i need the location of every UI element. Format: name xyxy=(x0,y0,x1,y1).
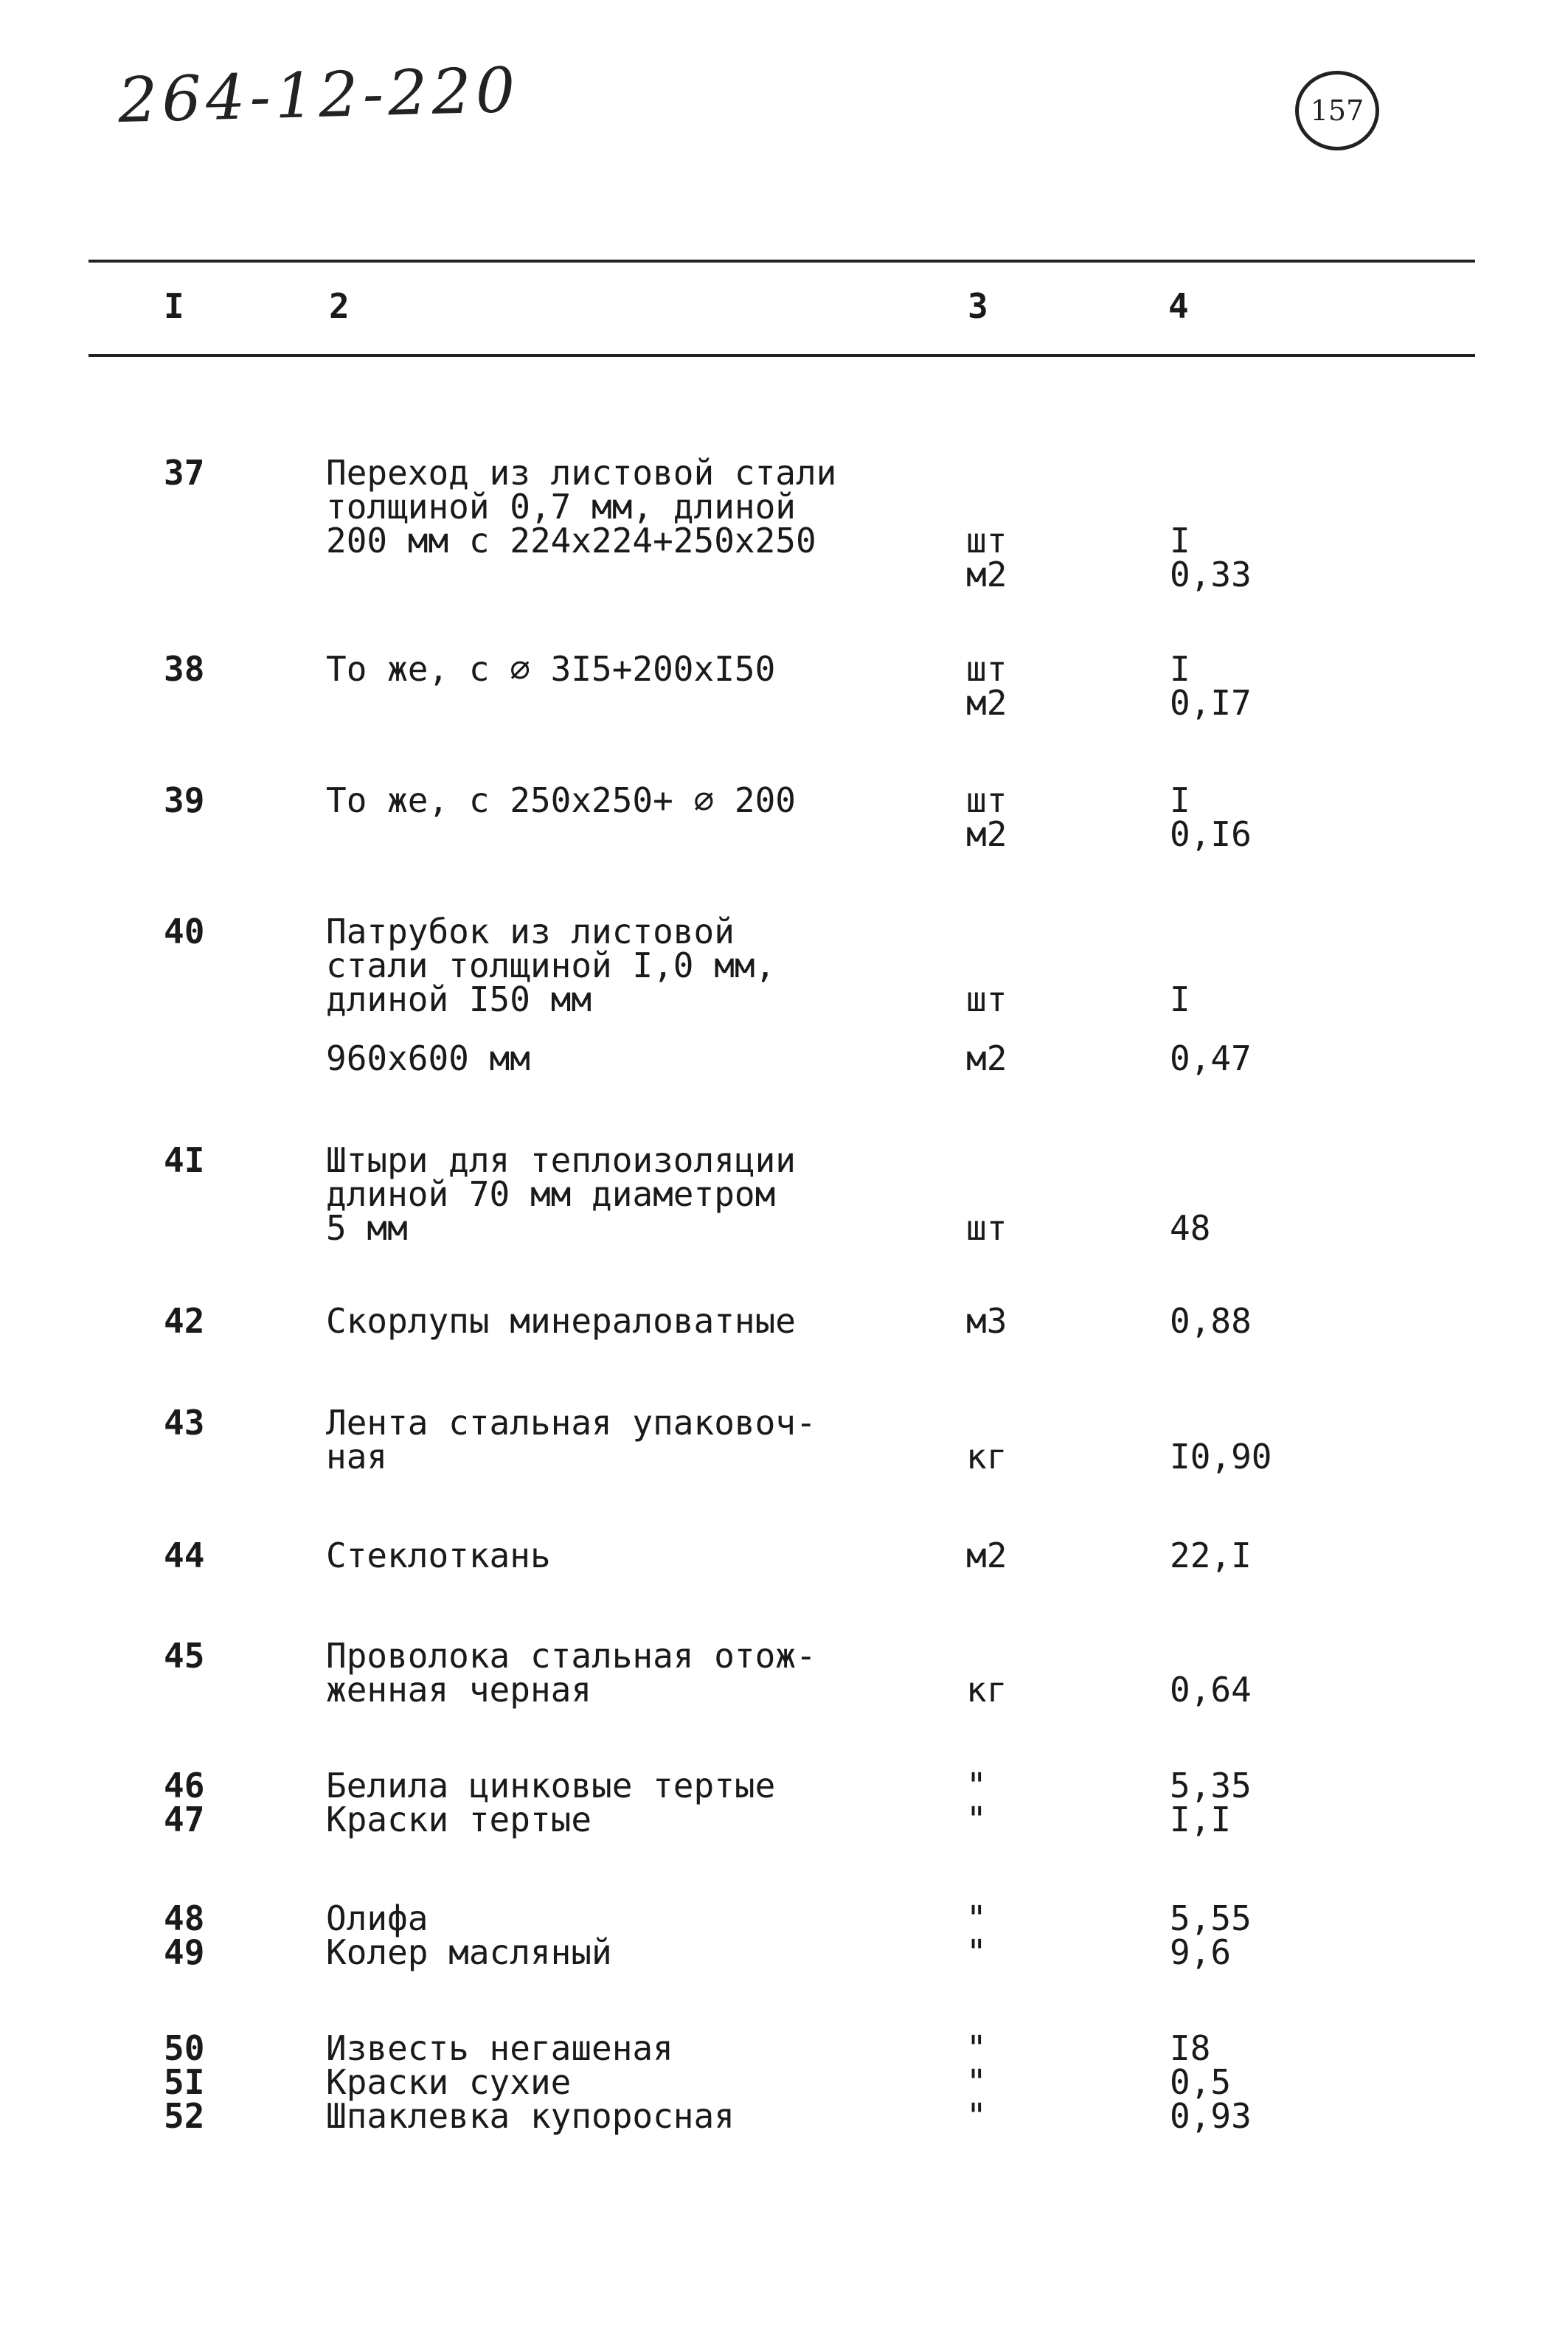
item-quantity-line: 0,88 xyxy=(1170,1301,1252,1341)
item-unit-line: м2 xyxy=(966,1536,1007,1575)
item-name xyxy=(326,1140,990,1248)
item-name-line: То же, с 250х250+ ∅ 200 xyxy=(326,780,796,820)
item-number-line: 46 xyxy=(164,1766,205,1805)
item-number-line: 5I xyxy=(164,2062,205,2102)
item-number-line: 39 xyxy=(164,780,205,820)
table-header-rule xyxy=(89,354,1475,357)
item-name-line: Известь негашеная xyxy=(326,2028,673,2068)
item-unit-line: м3 xyxy=(966,1301,1007,1341)
item-number-line: 45 xyxy=(164,1636,205,1676)
item-name-line: стали толщиной I,0 мм, xyxy=(326,946,776,985)
item-name-line: Краски сухие xyxy=(326,2062,572,2102)
item-unit-line: м2 xyxy=(966,683,1007,723)
item-quantity xyxy=(1170,1038,1391,1078)
item-name-line: Скорлупы минераловатные xyxy=(326,1301,796,1341)
item-quantity-line: I8 xyxy=(1170,2028,1211,2068)
item-number-line: 43 xyxy=(164,1403,205,1443)
column-header-4: 4 xyxy=(1168,286,1189,326)
item-number xyxy=(164,1041,252,1075)
item-quantity xyxy=(1170,1898,1391,1972)
item-unit xyxy=(966,649,1114,723)
item-quantity-line: 0,33 xyxy=(1170,555,1252,594)
table-top-rule xyxy=(89,260,1475,263)
item-name xyxy=(326,1536,990,1575)
item-quantity xyxy=(1170,1208,1391,1248)
item-number xyxy=(164,780,252,820)
item-number-line: 49 xyxy=(164,1932,205,1972)
item-name xyxy=(326,453,990,561)
item-number xyxy=(164,912,252,951)
item-quantity xyxy=(1170,780,1391,854)
item-number xyxy=(164,1403,252,1443)
item-quantity-line: 5,35 xyxy=(1170,1766,1252,1805)
item-number xyxy=(164,1898,252,1972)
item-quantity xyxy=(1170,2028,1391,2136)
column-header-3: 3 xyxy=(968,286,988,326)
item-name-line: Патрубок из листовой xyxy=(326,912,735,951)
doc-number: 264-12-220 xyxy=(117,53,521,137)
item-unit xyxy=(966,2028,1114,2136)
item-name-line: Лента стальная упаковоч- xyxy=(326,1403,816,1443)
item-number xyxy=(164,1140,252,1180)
item-quantity xyxy=(1170,1766,1391,1839)
item-unit xyxy=(966,1301,1114,1341)
item-name xyxy=(326,912,990,1019)
item-quantity-line: 5,55 xyxy=(1170,1898,1252,1938)
item-number xyxy=(164,1301,252,1341)
column-header-1: I xyxy=(164,286,184,326)
item-number-line: 52 xyxy=(164,2096,205,2136)
item-unit-line: " xyxy=(966,2028,987,2068)
item-unit-line: шт xyxy=(966,1208,1007,1248)
item-unit-line: кг xyxy=(966,1670,1007,1710)
item-number xyxy=(164,453,252,493)
item-unit xyxy=(966,521,1114,594)
item-number-line: 47 xyxy=(164,1800,205,1839)
item-number-line: 44 xyxy=(164,1536,205,1575)
item-quantity-line: I xyxy=(1170,521,1190,561)
item-quantity-line: 0,5 xyxy=(1170,2062,1232,2102)
item-number-line: 42 xyxy=(164,1301,205,1341)
item-unit-line: " xyxy=(966,1932,987,1972)
item-number-line: 50 xyxy=(164,2028,205,2068)
item-unit xyxy=(966,1208,1114,1248)
item-quantity-line: 0,I7 xyxy=(1170,683,1252,723)
item-quantity-line: I xyxy=(1170,649,1190,689)
item-number-line xyxy=(164,1041,252,1075)
item-unit xyxy=(966,1766,1114,1839)
item-unit-line: " xyxy=(966,1766,987,1805)
item-name-line: Шпаклевка купоросная xyxy=(326,2096,735,2136)
item-unit-line: м2 xyxy=(966,814,1007,854)
item-unit-line: " xyxy=(966,2096,987,2136)
item-name-line: То же, с ∅ 3I5+200хI50 xyxy=(326,649,776,689)
item-number xyxy=(164,2028,252,2136)
item-number-line: 48 xyxy=(164,1898,205,1938)
item-name-line: Проволока стальная отож- xyxy=(326,1636,816,1676)
item-number xyxy=(164,649,252,689)
item-number-line: 40 xyxy=(164,912,205,951)
page-number-stamp xyxy=(1295,71,1379,150)
item-number xyxy=(164,1766,252,1839)
item-number-line: 37 xyxy=(164,453,205,493)
item-name xyxy=(326,1403,990,1477)
item-name xyxy=(326,1766,990,1839)
page-number: 157 xyxy=(1310,94,1364,127)
item-name-line: Переход из листовой стали xyxy=(326,453,837,493)
item-quantity-line: I xyxy=(1170,780,1190,820)
item-number-line: 4I xyxy=(164,1140,205,1180)
item-name xyxy=(326,1898,990,1972)
item-quantity xyxy=(1170,1437,1391,1477)
item-number xyxy=(164,1636,252,1676)
item-unit xyxy=(966,1670,1114,1710)
item-unit-line: м2 xyxy=(966,1038,1007,1078)
item-quantity-line: I xyxy=(1170,979,1190,1019)
item-name-line: Штыри для теплоизоляции xyxy=(326,1140,796,1180)
item-name-line: длиной 70 мм диаметром xyxy=(326,1174,776,1214)
item-quantity xyxy=(1170,649,1391,723)
item-quantity xyxy=(1170,1536,1391,1575)
item-unit-line: м2 xyxy=(966,555,1007,594)
item-name-line: длиной I50 мм xyxy=(326,979,592,1019)
item-unit-line: " xyxy=(966,1898,987,1938)
item-name-line: толщиной 0,7 мм, длиной xyxy=(326,487,796,527)
item-unit xyxy=(966,1437,1114,1477)
item-name-line: 5 мм xyxy=(326,1208,408,1248)
item-number xyxy=(164,1536,252,1575)
item-name-line: 200 мм с 224х224+250х250 xyxy=(326,521,816,561)
item-quantity-line: 0,93 xyxy=(1170,2096,1252,2136)
item-quantity-line: 9,6 xyxy=(1170,1932,1232,1972)
item-quantity-line: 0,47 xyxy=(1170,1038,1252,1078)
item-unit-line: " xyxy=(966,2062,987,2102)
item-unit-line: кг xyxy=(966,1437,1007,1477)
item-name-line: женная черная xyxy=(326,1670,592,1710)
item-unit-line: шт xyxy=(966,521,1007,561)
item-name-line: Белила цинковые тертые xyxy=(326,1766,776,1805)
item-unit-line: шт xyxy=(966,979,1007,1019)
item-name xyxy=(326,1636,990,1710)
item-number-line: 38 xyxy=(164,649,205,689)
item-quantity-line: 0,I6 xyxy=(1170,814,1252,854)
item-unit xyxy=(966,1898,1114,1972)
item-quantity xyxy=(1170,979,1391,1019)
item-unit xyxy=(966,979,1114,1019)
item-quantity-line: 0,64 xyxy=(1170,1670,1252,1710)
item-name-line: ная xyxy=(326,1437,388,1477)
item-quantity-line: I0,90 xyxy=(1170,1437,1272,1477)
item-unit xyxy=(966,1038,1114,1078)
item-quantity-line: 22,I xyxy=(1170,1536,1252,1575)
item-quantity-line: I,I xyxy=(1170,1800,1232,1839)
item-name-line: Краски тертые xyxy=(326,1800,592,1839)
item-unit-line: " xyxy=(966,1800,987,1839)
item-unit-line: шт xyxy=(966,780,1007,820)
item-name xyxy=(326,2028,990,2136)
item-name-line: 960х600 мм xyxy=(326,1038,530,1078)
item-quantity xyxy=(1170,1670,1391,1710)
item-name-line: Олифа xyxy=(326,1898,429,1938)
item-unit-line: шт xyxy=(966,649,1007,689)
item-quantity xyxy=(1170,521,1391,594)
item-unit xyxy=(966,780,1114,854)
column-header-2: 2 xyxy=(329,286,350,326)
item-name-line: Стеклоткань xyxy=(326,1536,551,1575)
item-quantity xyxy=(1170,1301,1391,1341)
item-unit xyxy=(966,1536,1114,1575)
item-quantity-line: 48 xyxy=(1170,1208,1211,1248)
item-name-line: Колер масляный xyxy=(326,1932,612,1972)
